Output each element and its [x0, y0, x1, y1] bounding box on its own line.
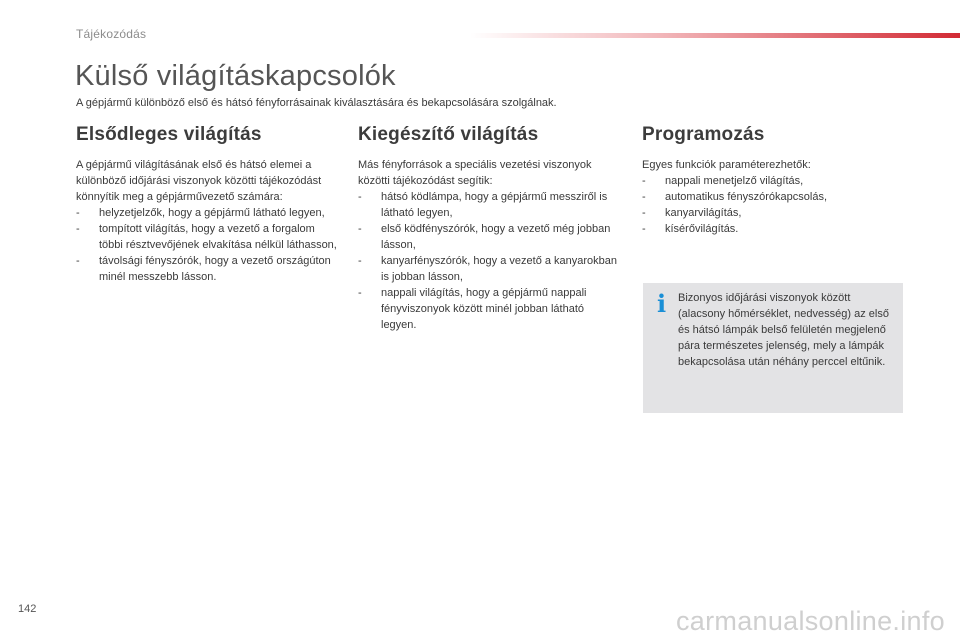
section-intro: A gépjármű világításának első és hátsó elemei a különböző időjárási viszonyok közötti tájékozódást könnyítik meg a gépjárművezető számára: — [76, 159, 322, 203]
bullet-dash: - — [642, 223, 646, 235]
page-title: Külső világításkapcsolók — [75, 60, 396, 92]
bullet-dash: - — [642, 191, 646, 203]
bullet-list — [358, 189, 620, 333]
list-item-text: hátsó ködlámpa, hogy a gépjármű messziről is látható legyen, — [381, 191, 608, 219]
list-item-text: kísérővilágítás. — [665, 223, 739, 235]
list-item-text: automatikus fényszórókapcsolás, — [665, 191, 828, 203]
section-heading: Programozás — [642, 124, 765, 145]
bullet-dash: - — [76, 255, 80, 267]
list-item-text: távolsági fényszórók, hogy a vezető országúton minél messzebb lásson. — [99, 255, 331, 283]
bullet-dash: - — [76, 223, 80, 235]
column-programming — [642, 124, 904, 237]
list-item-text: tompított világítás, hogy a vezető a forgalom többi résztvevőjének elvakítása nélkül láthasson, — [99, 223, 337, 251]
list-item — [76, 205, 338, 221]
section-intro: Más fényforrások a speciális vezetési viszonyok közötti tájékozódást segítik: — [358, 159, 592, 187]
list-item — [358, 285, 620, 333]
page-subtitle: A gépjármű különböző első és hátsó fényforrásainak kiválasztására és bekapcsolására szolgálnak. — [76, 97, 557, 109]
list-item — [642, 189, 904, 205]
column-primary-lighting — [76, 124, 338, 285]
bullet-dash: - — [76, 207, 80, 219]
list-item — [642, 205, 904, 221]
list-item — [76, 253, 338, 285]
bullet-list — [76, 205, 338, 285]
list-item — [642, 173, 904, 189]
bullet-dash: - — [642, 175, 646, 187]
section-heading: Elsődleges világítás — [76, 124, 262, 145]
section-header-label: Tájékozódás — [76, 27, 147, 41]
bullet-dash: - — [642, 207, 646, 219]
info-note-text: Bizonyos időjárási viszonyok között (alacsony hőmérséklet, nedvesség) az első és hátsó lámpák belső felületén megjelenő pára természetes jelenség, mely a lámpák bekapcsolása után néhány perccel eltűnik. — [678, 292, 889, 368]
list-item-text: kanyarfényszórók, hogy a vezető a kanyarokban is jobban lásson, — [381, 255, 618, 283]
page-number: 142 — [18, 603, 37, 615]
list-item-text: nappali világítás, hogy a gépjármű nappali fényviszonyok között minél jobban látható legyen. — [381, 287, 587, 331]
list-item — [358, 221, 620, 253]
section-intro: Egyes funkciók paraméterezhetők: — [642, 159, 811, 171]
list-item-text: kanyarvilágítás, — [665, 207, 742, 219]
list-item — [642, 221, 904, 237]
header-accent-rule — [470, 33, 960, 38]
info-note-box — [643, 283, 903, 413]
column-auxiliary-lighting — [358, 124, 620, 333]
list-item — [76, 221, 338, 253]
list-item — [358, 253, 620, 285]
bullet-dash: - — [358, 223, 362, 235]
bullet-dash: - — [358, 255, 362, 267]
info-icon: i — [657, 289, 667, 318]
bullet-dash: - — [358, 191, 362, 203]
list-item-text: helyzetjelzők, hogy a gépjármű látható legyen, — [99, 207, 325, 219]
section-heading: Kiegészítő világítás — [358, 124, 539, 145]
list-item-text: első ködfényszórók, hogy a vezető még jobban lásson, — [381, 223, 611, 251]
bullet-list — [642, 173, 904, 237]
list-item — [358, 189, 620, 221]
watermark: carmanualsonline.info — [676, 606, 945, 636]
bullet-dash: - — [358, 287, 362, 299]
list-item-text: nappali menetjelző világítás, — [665, 175, 804, 187]
